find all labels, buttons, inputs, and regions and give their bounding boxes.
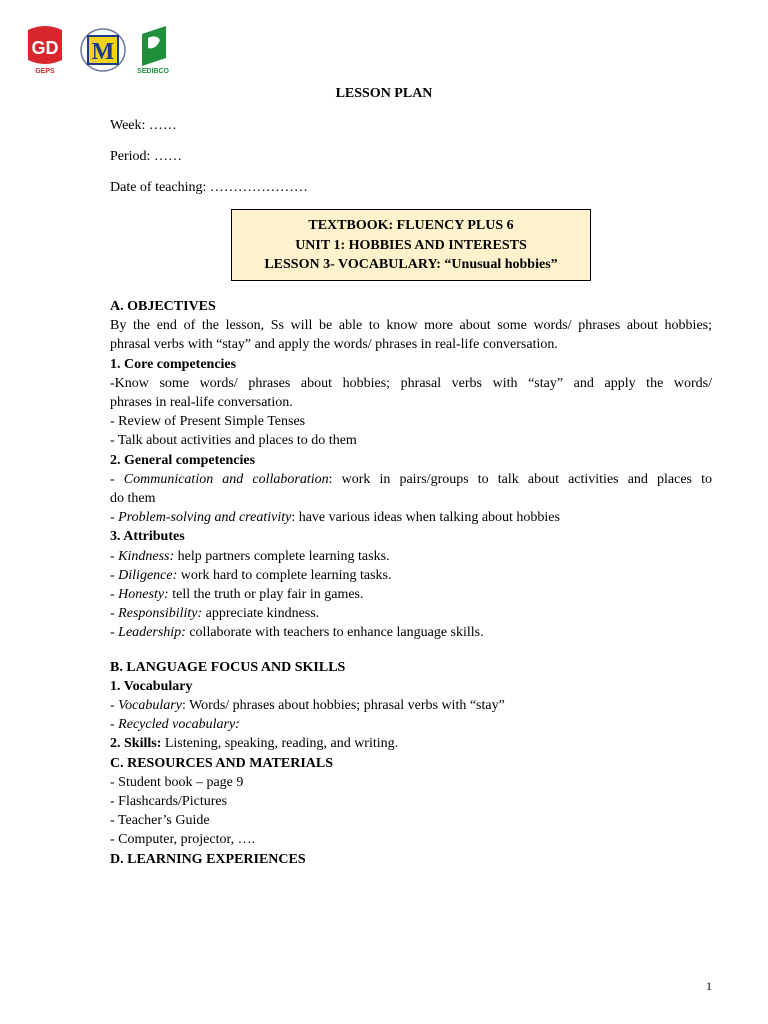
geps-logo-label: GEPS [35,68,55,75]
textbook-box [231,209,591,281]
general-competencies-heading: 2. General competencies [110,452,256,468]
attribute-label: Responsibility: [118,606,203,622]
attribute-label: Kindness: [118,548,175,564]
dash: - [110,471,124,487]
attribute-label: Diligence: [118,567,178,583]
core-competency-item: - Talk about activities and places to do them [110,433,357,449]
learning-experiences-heading: D. LEARNING EXPERIENCES [110,851,306,867]
competency-label: Problem-solving and creativity [118,510,292,526]
page-number: 1 [706,979,712,993]
competency-text: : have various ideas when talking about hobbies [291,510,560,526]
m-logo-icon [80,28,126,72]
skills-item [110,734,712,753]
section-spacer [110,643,712,658]
resource-item: - Student book – page 9 [110,774,244,790]
resource-item: - Computer, projector, …. [110,832,256,848]
attribute-item: - Honesty: tell the truth or play fair in games. [110,587,364,603]
objectives-intro-line-1: By the end of the lesson, Ss will be able to know more about some words/ phrases about hobbies; [110,318,712,334]
m-logo-letter: M [91,39,115,65]
recycled-vocabulary-item [110,715,712,734]
vocabulary-item [110,696,712,715]
competency-label: Communication and collaboration [123,471,329,487]
general-competency-1-cont: do them [110,491,156,507]
page-title: LESSON PLAN [335,86,433,101]
core-competency-item: - Review of Present Simple Tenses [110,414,306,430]
svg-text:GD: GD [31,38,59,58]
week-field: Week: …… [110,118,177,133]
recycled-vocabulary-label: Recycled vocabulary: [118,717,240,733]
textbook-title: TEXTBOOK: FLUENCY PLUS 6 [308,218,514,233]
competency-text: : work in pairs/groups to talk about activities and places to [328,471,712,487]
core-competency-line-2: phrases in real-life conversation. [110,395,293,411]
sedibco-logo-label: SEDIBCO [137,68,169,75]
resources-heading: C. RESOURCES AND MATERIALS [110,755,334,771]
vocabulary-label: Vocabulary [118,698,182,714]
date-field: Date of teaching: ………………… [110,180,308,195]
vocabulary-heading: 1. Vocabulary [110,678,193,694]
attribute-item: - Responsibility: appreciate kindness. [110,606,320,622]
attribute-text: appreciate kindness. [202,606,320,622]
skills-text: Listening, speaking, reading, and writing. [161,736,399,752]
attribute-item: - Leadership: collaborate with teachers to enhance language skills. [110,625,484,641]
unit-title: UNIT 1: HOBBIES AND INTERESTS [295,237,527,253]
header-logos [24,24,174,80]
general-competency-2 [110,508,712,527]
dash: - [110,717,119,733]
attributes-heading: 3. Attributes [110,529,185,545]
dash: - [110,698,119,714]
core-competency-line-1: -Know some words/ phrases about hobbies; phrasal verbs with “stay” and apply the words/ [110,375,712,391]
attribute-label: Leadership: [118,625,186,641]
attribute-text: help partners complete learning tasks. [174,548,390,564]
resource-item: - Flashcards/Pictures [110,794,228,810]
attribute-item: - Kindness: help partners complete learning tasks. [110,548,390,564]
language-focus-heading: B. LANGUAGE FOCUS AND SKILLS [110,659,346,675]
general-competency-1 [110,470,712,489]
vocabulary-text: : Words/ phrases about hobbies; phrasal verbs with “stay” [181,698,505,714]
objectives-heading: A. OBJECTIVES [110,299,216,314]
attribute-text: tell the truth or play fair in games. [168,587,364,603]
objectives-intro-line-2: phrasal verbs with “stay” and apply the words/ phrases in real-life conversation. [110,337,558,353]
attribute-text: collaborate with teachers to enhance language skills. [185,625,484,641]
lesson-content [110,297,712,869]
core-competencies-heading: 1. Core competencies [110,356,237,372]
skills-label: 2. Skills: [110,736,162,752]
resource-item: - Teacher’s Guide [110,813,210,829]
sedibco-logo-icon [134,24,174,72]
lesson-title: LESSON 3- VOCABULARY: “Unusual hobbies” [264,257,558,272]
attribute-item: - Diligence: work hard to complete learning tasks. [110,567,392,583]
attribute-text: work hard to complete learning tasks. [177,567,392,583]
dash: - [110,510,119,526]
period-field: Period: …… [110,149,182,164]
attribute-label: Honesty: [118,587,169,603]
